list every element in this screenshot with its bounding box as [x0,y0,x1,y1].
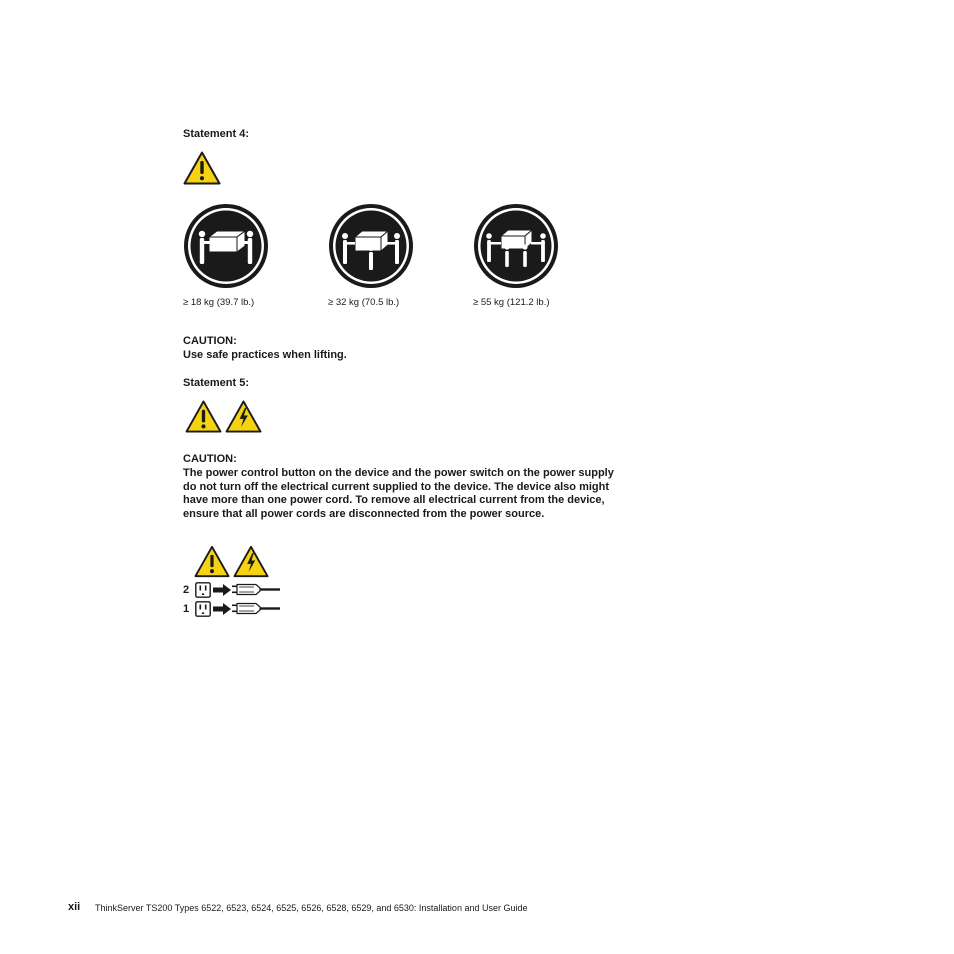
caution-label: CAUTION: [183,335,237,347]
cord-number: 2 [183,584,190,596]
statement-4-heading: Statement 4: [183,128,250,140]
electrical-hazard-icon [225,400,262,433]
weight-label-18kg: ≥ 18 kg (39.7 lb.) [183,297,255,308]
warning-triangle-icon [183,151,221,185]
arrow-right-icon [213,584,231,596]
lifting-3-person-icon [328,203,414,289]
power-outlet-icon [195,601,211,617]
arrow-right-icon [213,603,231,615]
page-number: xii [68,901,81,913]
power-plug-icon [232,602,280,616]
warning-triangle-icon [185,400,222,433]
lifting-2-person-icon [183,203,269,289]
power-plug-icon [232,583,280,597]
caution-text: Use safe practices when lifting. [183,349,347,361]
lifting-4-person-icon [473,203,559,289]
warning-triangle-icon [194,545,230,578]
caution-text: The power control button on the device and the power switch on the power supply do not turn off the electrical current supplied to the device. The device also might have more than one power cord. To remove all electrical current from the device, ensure that all power cords are disconnected from the power source. [183,467,614,520]
cord-number: 1 [183,603,190,615]
weight-label-55kg: ≥ 55 kg (121.2 lb.) [473,297,550,308]
statement-5-heading: Statement 5: [183,377,250,389]
caution-label: CAUTION: [183,453,237,465]
electrical-hazard-icon [233,545,269,578]
power-outlet-icon [195,582,211,598]
weight-label-32kg: ≥ 32 kg (70.5 lb.) [328,297,400,308]
footer-title: ThinkServer TS200 Types 6522, 6523, 6524, 6525, 6526, 6528, 6529, and 6530: Installation and User Guide [95,903,528,913]
